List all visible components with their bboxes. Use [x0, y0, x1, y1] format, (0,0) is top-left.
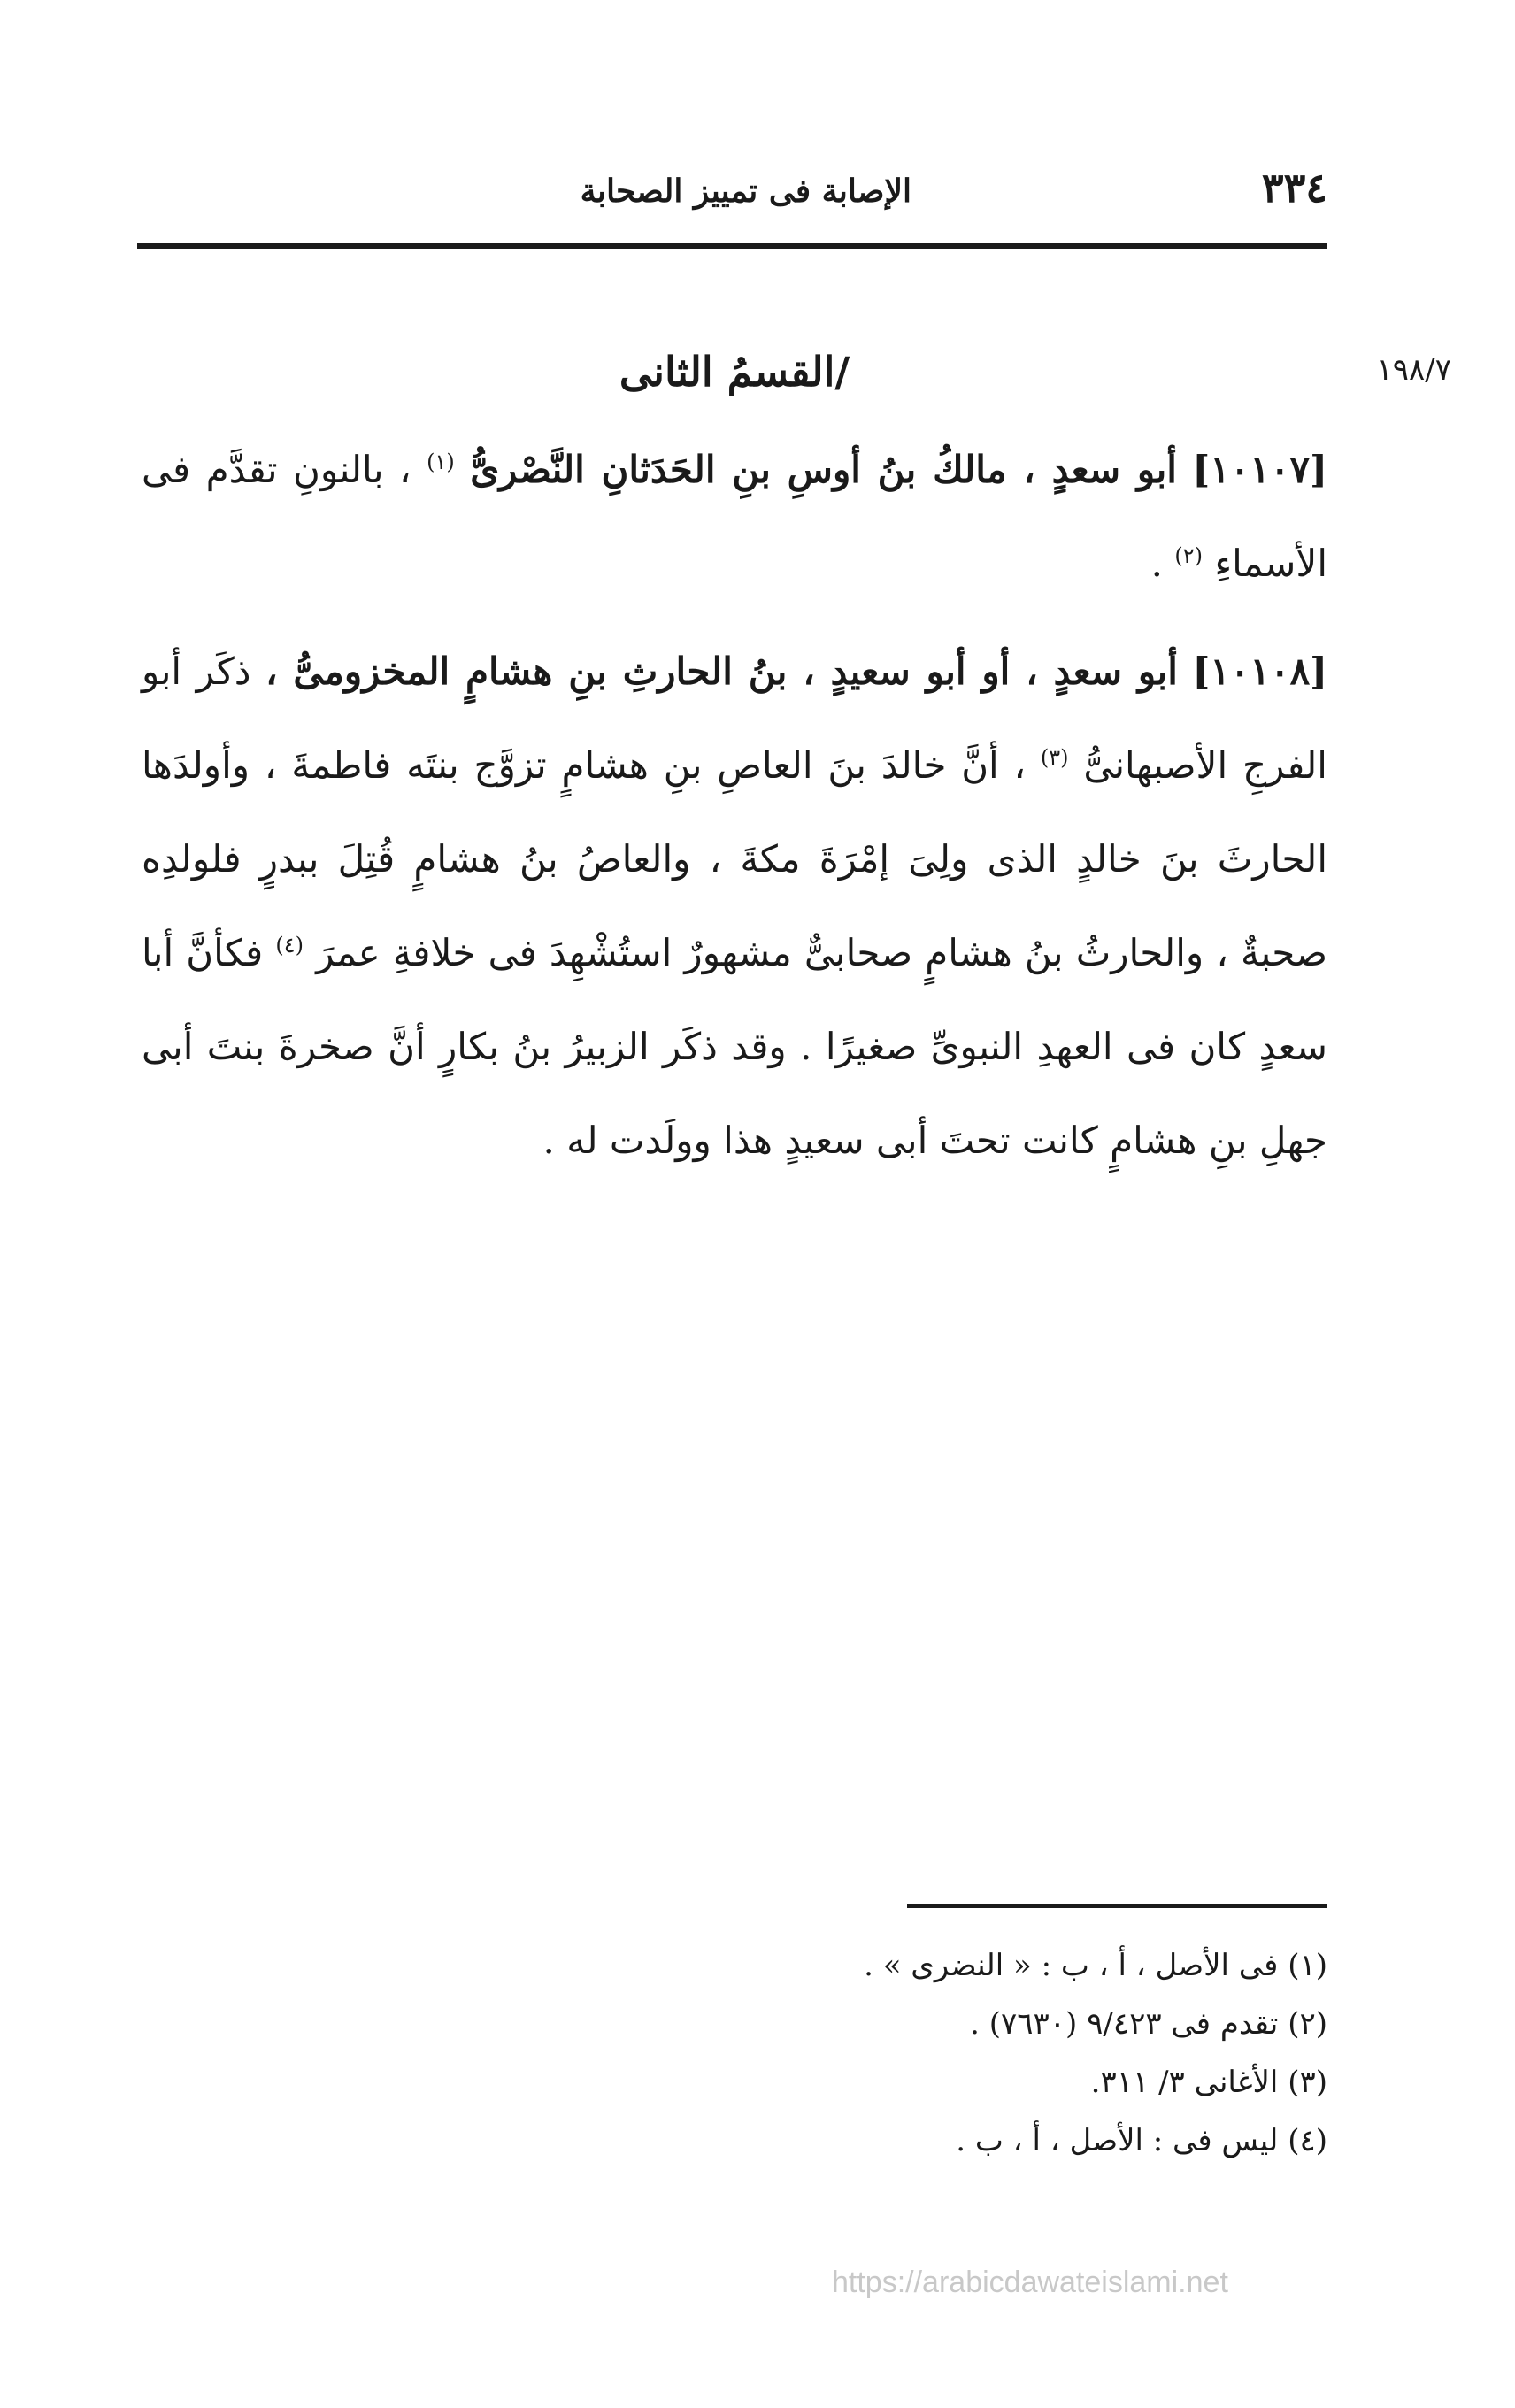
footnote-4: (٤) ليس فى : الأصل ، أ ، ب .	[956, 2123, 1327, 2158]
footnote-marker: (٣)	[1040, 745, 1069, 770]
footnote-marker: (١)	[427, 450, 455, 474]
footnote-rule	[907, 1904, 1327, 1908]
entry-text: فكأنَّ أبا سعدٍ كان فى العهدِ النبوىِّ صغيرًا . وقد ذكَر الزبيرُ بنُ بكارٍ أنَّ صخرةَ بنتَ أبى جهلِ بنِ هشامٍ كانت تحتَ أبى سعيدٍ هذا وولَدت له .	[142, 931, 1327, 1162]
entry-number: [١٠١٠٨]	[1192, 650, 1327, 693]
entry-text: .	[1150, 542, 1163, 585]
entry-text: ، بالنونِ تقدَّم فى الأسماءِ	[142, 448, 1327, 585]
entry-10108	[142, 625, 1327, 1188]
entry-10107	[142, 423, 1327, 611]
footnote-marker: (٤)	[275, 933, 304, 958]
entry-name: أبو سعدٍ ، أو أبو سعيدٍ ، بنُ الحارثِ بنِ هشامٍ المخزومىُّ ،	[265, 650, 1178, 693]
entry-number: [١٠١٠٧]	[1192, 448, 1327, 491]
page-header	[137, 164, 1327, 243]
footnote-3: (٣) الأغانى ٣/ ٣١١.	[1090, 2065, 1327, 2100]
watermark-url: https://arabicdawateislami.net	[832, 2266, 1228, 2299]
footnote-2: (٢) تقدم فى ٩/٤٢٣ (٧٦٣٠) .	[970, 2006, 1327, 2042]
main-text	[142, 423, 1327, 1188]
entry-text: ذكَر أبو الفرجِ الأصبهانىُّ	[142, 650, 1327, 787]
entry-text: ، أنَّ خالدَ بنَ العاصِ بنِ هشامٍ تزوَّج بنتَه فاطمةَ ، وأولدَها الحارثَ بنَ خالدٍ الذى ولِىَ إمْرَةَ مكةَ ، والعاصُ بنُ هشامٍ قُتِلَ ببدرٍ فلولدِه صحبةٌ ، والحارثُ بنُ هشامٍ صحابىٌّ مشهورٌ استُشْهِدَ فى خلافةِ عمرَ	[142, 743, 1327, 974]
page-number: ٣٣٤	[1261, 164, 1327, 212]
footnotes	[619, 1936, 1327, 2170]
footnote-marker: (٢)	[1174, 543, 1203, 568]
running-title: الإصابة فى تمييز الصحابة	[580, 173, 911, 210]
footnote-1: (١) فى الأصل ، أ ، ب : « النضرى » .	[864, 1948, 1327, 1983]
section-heading: /القسمُ الثانى	[619, 348, 850, 396]
entry-name: أبو سعدٍ ، مالكُ بنُ أوسِ بنِ الحَدَثانِ النَّصْرىُّ	[470, 448, 1177, 491]
header-rule	[137, 243, 1327, 249]
margin-reference: ١٩٨/٧	[1376, 352, 1451, 388]
